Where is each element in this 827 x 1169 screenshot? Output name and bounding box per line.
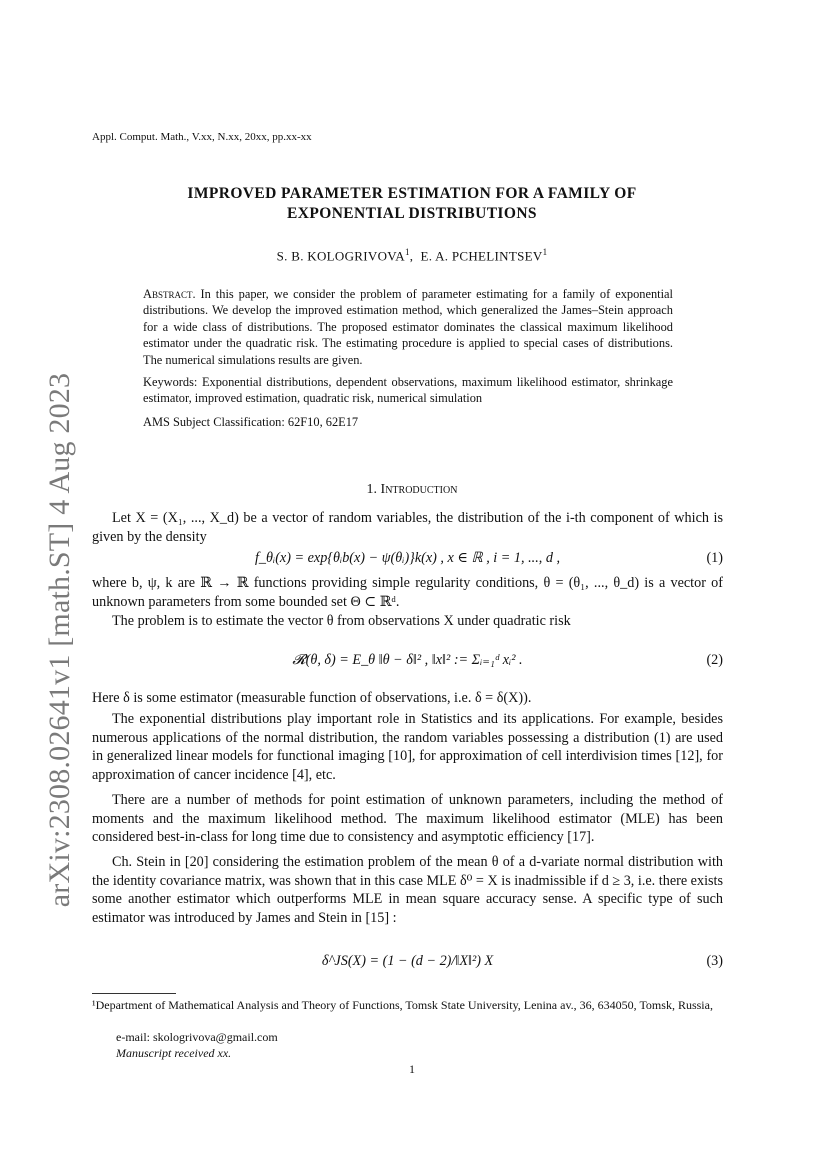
arxiv-identifier: arXiv:2308.02641v1 [math.ST] 4 Aug 2023	[43, 372, 76, 908]
equation-3-number: (3)	[706, 953, 723, 969]
page-number: 1	[409, 1062, 415, 1076]
equation-2	[92, 652, 723, 676]
footnote-email: e-mail: skologrivova@gmail.com	[116, 1030, 278, 1044]
footnote-rule	[92, 993, 176, 994]
paragraph-5: The exponential distributions play important role in Statistics and its applications. For example, besides numerous applications of the normal distribution, the random variables possessing a distribution (1) are used in generalized linear models for functional imaging [10], for approximation of cell interdivision times [12], for approximation of cancer incidence [4], etc.	[92, 711, 723, 783]
abstract	[143, 286, 673, 368]
paragraph-3: The problem is to estimate the vector θ from observations X under quadratic risk	[112, 613, 571, 629]
equation-3	[92, 953, 723, 977]
authors: S. B. KOLOGRIVOVA$^1$, E. A. PCHELINTSEV$^1$	[276, 247, 548, 264]
author-1: S. B. KOLOGRIVOVA	[276, 248, 405, 264]
ams-classification: AMS Subject Classification: 62F10, 62E17	[143, 415, 359, 429]
keywords: Keywords: Exponential distributions, dependent observations, maximum likelihood estimator, shrinkage estimator, improved estimation, quadratic risk, numerical simulation	[143, 375, 673, 406]
equation-1-number: (1)	[706, 550, 723, 566]
equation-2-formula: 𝓡(θ, δ) = E_θ ‖θ − δ‖² , ‖x‖² := Σᵢ₌₁ᵈ xᵢ² .	[292, 652, 523, 668]
equation-1	[92, 550, 723, 570]
author-2-affiliation-mark: 1	[542, 247, 548, 257]
equation-2-number: (2)	[706, 652, 723, 668]
equation-3-formula: δ^JS(X) = (1 − (d − 2)/‖X‖²) X	[321, 953, 494, 969]
abstract-label: Abstract.	[143, 287, 196, 301]
equation-1-formula: f_θᵢ(x) = exp{θᵢb(x) − ψ(θᵢ)}k(x) , x ∈ ℝ , i = 1, ..., d ,	[254, 550, 561, 566]
paragraph-4: Here δ is some estimator (measurable function of observations, i.e. δ = δ(X)).	[92, 690, 532, 706]
author-2: E. A. PCHELINTSEV	[420, 248, 543, 264]
paragraph-7: Ch. Stein in [20] considering the estimation problem of the mean θ of a d-variate normal distribution with the identity covariance matrix, was shown that in this case MLE δ⁰ = X is inadmissible if d ≥ 3, i.e. there exists some another estimator which outperforms MLE in mean square accuracy sense. A specific type of such estimator was introduced by James and Stein in [15] :	[92, 854, 723, 926]
title-line-2: EXPONENTIAL DISTRIBUTIONS	[287, 205, 537, 222]
footnote-affiliation: ¹Department of Mathematical Analysis and Theory of Functions, Tomsk State University, Lenina av., 36, 634050, Tomsk, Russia,	[92, 998, 713, 1012]
journal-line: Appl. Comput. Math., V.xx, N.xx, 20xx, pp.xx-xx	[92, 131, 312, 143]
paper-title	[92, 184, 732, 224]
author-1-affiliation-mark: 1	[404, 247, 410, 257]
abstract-text: In this paper, we consider the problem of parameter estimating for a family of exponential distributions. We develop the improved estimation method, which generalized the James–Stein approach for a wide class of distributions. The proposed estimator dominates the classical maximum likelihood estimator under the quadratic risk. The estimating procedure is applied to special cases of distributions. The numerical simulations results are given.	[143, 287, 673, 367]
paragraph-6: There are a number of methods for point estimation of unknown parameters, including the method of moments and the maximum likelihood method. The maximum likelihood estimator (MLE) has been considered best-in-class for long time due to consistency and asymptotic efficiency [17].	[92, 792, 723, 846]
footnote-received: Manuscript received xx.	[116, 1046, 232, 1060]
paragraph-1: Let X = (X₁, ..., X_d) be a vector of random variables, the distribution of the i-th component of which is given by the density	[92, 510, 723, 545]
section-heading: 1. Introduction	[366, 482, 458, 497]
paragraph-2: where b, ψ, k are ℝ → ℝ functions providing simple regularity conditions, θ = (θ₁, ..., θ_d) is a vector of unknown parameters from some bounded set Θ ⊂ ℝᵈ.	[92, 575, 723, 610]
title-line-1: IMPROVED PARAMETER ESTIMATION FOR A FAMILY OF	[187, 185, 637, 202]
